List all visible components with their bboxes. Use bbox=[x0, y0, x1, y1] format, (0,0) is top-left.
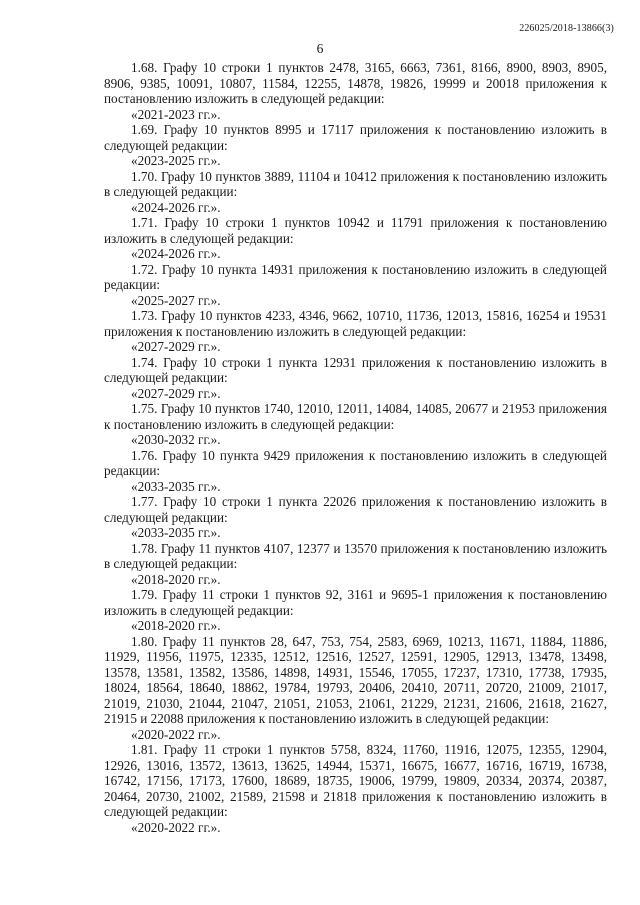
amendment-item bbox=[104, 742, 607, 835]
amendment-text: 1.78. Графу 11 пунктов 4107, 12377 и 13570 приложения к постановлению изложить в следующей редакции: bbox=[104, 540, 607, 571]
amendment-text: 1.73. Графу 10 пунктов 4233, 4346, 9662, 10710, 11736, 12013, 15816, 16254 и 19531 приложения к постановлению изложить в следующей редакции: bbox=[104, 308, 607, 339]
amendment-quote: «2018-2020 гг.». bbox=[131, 571, 221, 587]
amendment-text: 1.79. Графу 11 строки 1 пунктов 92, 3161 и 9695-1 приложения к постановлению изложить в следующей редакции: bbox=[104, 587, 607, 618]
amendment-quote: «2024-2026 гг.». bbox=[131, 199, 221, 215]
amendment-item bbox=[104, 60, 607, 122]
amendment-quote: «2033-2035 гг.». bbox=[131, 478, 221, 494]
amendment-text: 1.80. Графу 11 пунктов 28, 647, 753, 754, 2583, 6969, 10213, 11671, 11884, 11886, 11929, 11956, 11975, 12335, 12512, 12516, 12527, 12591, 12905, 12913, 13478, 13498, 13578, 13581, 13582, 13586, 14898, 14931, 15546, 17055, 17237, 17310, 17738, 17935, 18024, 18564, 18640, 18862, 19784, 19793, 20406, 20410, 20711, 20720, 21009, 21017, 21019, 21030, 21044, 21047, 21051, 21053, 21061, 21229, 21231, 21606, 21618, 21627, 21915 и 22088 приложения к постановлению изложить в следующей редакции: bbox=[104, 633, 607, 726]
amendment-item bbox=[104, 262, 607, 309]
amendment-item bbox=[104, 122, 607, 169]
amendment-item bbox=[104, 541, 607, 588]
amendment-item bbox=[104, 169, 607, 216]
amendment-item bbox=[104, 355, 607, 402]
amendment-quote: «2027-2029 гг.». bbox=[131, 339, 221, 354]
amendment-text: 1.72. Графу 10 пункта 14931 приложения к постановлению изложить в следующей редакции: bbox=[104, 261, 607, 292]
amendment-text: 1.74. Графу 10 строки 1 пункта 12931 приложения к постановлению изложить в следующей редакции: bbox=[104, 354, 607, 385]
amendment-text: 1.69. Графу 10 пунктов 8995 и 17117 приложения к постановлению изложить в следующей редакции: bbox=[104, 122, 607, 153]
amendment-item bbox=[104, 448, 607, 495]
document-id: 226025/2018-13866(3) bbox=[519, 23, 614, 34]
amendment-quote: «2020-2022 гг.». bbox=[131, 819, 221, 835]
amendment-text: 1.70. Графу 10 пунктов 3889, 11104 и 10412 приложения к постановлению изложить в следующей редакции: bbox=[104, 168, 607, 199]
amendment-item bbox=[104, 215, 607, 262]
amendment-quote: «2020-2022 гг.». bbox=[131, 726, 221, 742]
amendment-quote: «2021-2023 гг.». bbox=[131, 106, 221, 122]
amendment-quote: «2024-2026 гг.». bbox=[131, 246, 221, 261]
amendment-quote: «2018-2020 гг.». bbox=[131, 618, 221, 633]
amendment-item bbox=[104, 634, 607, 743]
amendment-text: 1.76. Графу 10 пункта 9429 приложения к постановлению изложить в следующей редакции: bbox=[104, 447, 607, 478]
amendment-text: 1.75. Графу 10 пунктов 1740, 12010, 12011, 14084, 14085, 20677 и 21953 приложения к постановлению изложить в следующей редакции: bbox=[104, 401, 607, 432]
amendment-text: 1.71. Графу 10 строки 1 пунктов 10942 и 11791 приложения к постановлению изложить в следующей редакции: bbox=[104, 215, 607, 246]
amendment-quote: «2025-2027 гг.». bbox=[131, 292, 221, 308]
amendment-item bbox=[104, 308, 607, 355]
document-body bbox=[104, 60, 607, 835]
amendment-item bbox=[104, 401, 607, 448]
amendment-item bbox=[104, 587, 607, 634]
amendment-item bbox=[104, 494, 607, 541]
amendment-quote: «2023-2025 гг.». bbox=[131, 153, 221, 168]
amendment-text: 1.81. Графу 11 строки 1 пунктов 5758, 8324, 11760, 11916, 12075, 12355, 12904, 12926, 13016, 13572, 13613, 13625, 14944, 15371, 16675, 16677, 16716, 16719, 16738, 16742, 17156, 17173, 17600, 18689, 18735, 19006, 19799, 19809, 20334, 20374, 20387, 20464, 20730, 21002, 21589, 21598 и 21818 приложения к постановлению изложить в следующей редакции: bbox=[104, 742, 607, 819]
page-number: 6 bbox=[316, 41, 324, 56]
amendment-quote: «2033-2035 гг.». bbox=[131, 525, 221, 540]
amendment-quote: «2030-2032 гг.». bbox=[131, 432, 221, 447]
amendment-text: 1.68. Графу 10 строки 1 пунктов 2478, 3165, 6663, 7361, 8166, 8900, 8903, 8905, 8906, 9385, 10091, 10807, 11584, 12255, 14878, 19826, 19999 и 20018 приложения к постановлению изложить в следующей редакции: bbox=[104, 60, 607, 106]
amendment-quote: «2027-2029 гг.». bbox=[131, 385, 221, 401]
amendment-text: 1.77. Графу 10 строки 1 пункта 22026 приложения к постановлению изложить в следующей редакции: bbox=[104, 494, 607, 525]
